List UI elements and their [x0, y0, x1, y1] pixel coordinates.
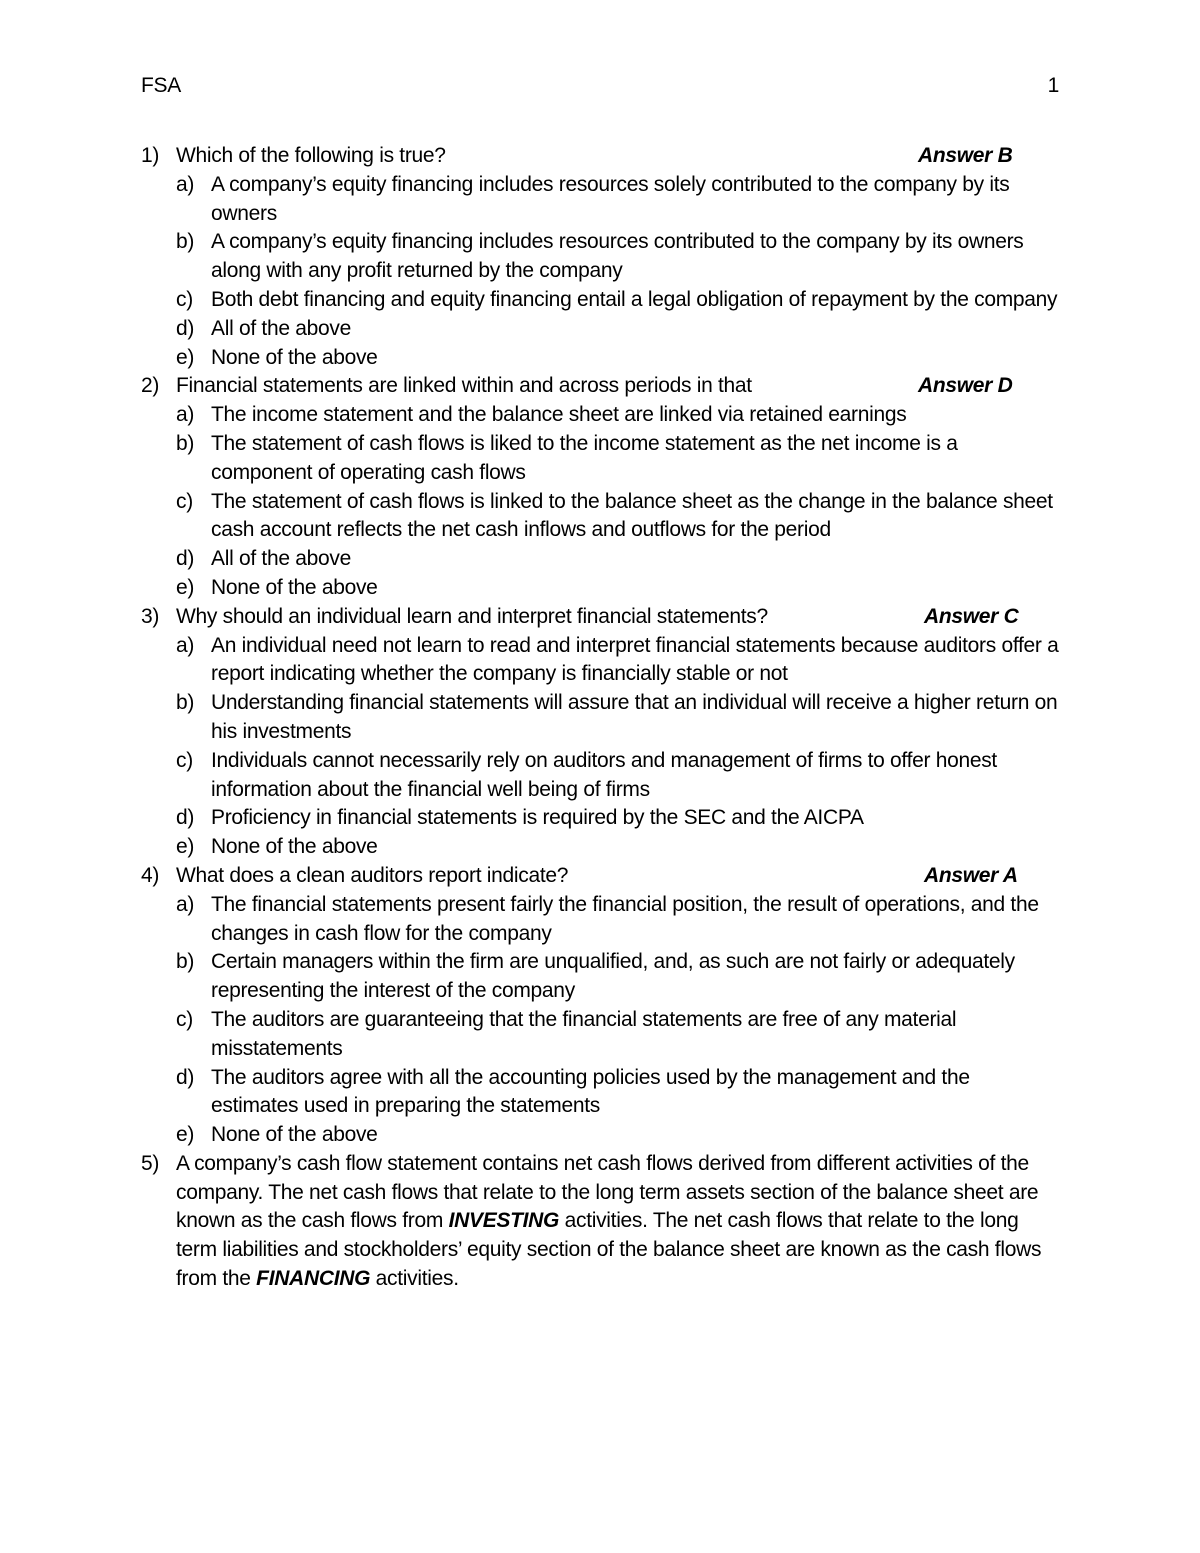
question-text: Financial statements are linked within and across periods in that	[176, 374, 752, 398]
option	[141, 948, 1061, 1006]
option-letter: c)	[176, 489, 193, 513]
question-number: 4)	[141, 863, 160, 887]
option-letter: d)	[176, 547, 195, 571]
option-letter: d)	[176, 1065, 195, 1089]
option	[141, 632, 1061, 690]
option	[141, 430, 1061, 488]
option	[141, 833, 1061, 862]
option	[141, 228, 1061, 286]
option-letter: b)	[176, 431, 195, 455]
option	[141, 891, 1061, 949]
option	[141, 804, 1061, 833]
option-text: Both debt financing and equity financing entail a legal obligation of repayment by the company	[211, 287, 1058, 311]
option-text: The statement of cash flows is linked to the balance sheet as the change in the balance sheet cash account reflects the net cash inflows and outflows for the period	[211, 489, 1053, 542]
option-text: The statement of cash flows is liked to the income statement as the net income is a component of operating cash flows	[211, 431, 958, 484]
emphasized-term-financing: FINANCING	[256, 1267, 371, 1291]
paragraph-text-2: activities. The net cash flows that relate to the long term liabilities and stockholders’ equity section of the balance sheet are known as the cash flows from the	[176, 1209, 1042, 1291]
option	[141, 401, 1061, 430]
option-letter: a)	[176, 633, 195, 657]
answer-key: Answer B	[918, 144, 1013, 167]
option	[141, 344, 1061, 373]
question-text: Which of the following is true?	[176, 144, 446, 167]
option	[141, 747, 1061, 805]
question-text: Why should an individual learn and interpret financial statements?	[176, 604, 768, 628]
option-letter: c)	[176, 1007, 193, 1031]
option-letter: e)	[176, 1123, 195, 1147]
option-text: Understanding financial statements will assure that an individual will receive a higher return on his investments	[211, 691, 1058, 743]
option-text: The auditors are guaranteeing that the financial statements are free of any material misstatements	[211, 1007, 957, 1060]
option-text: None of the above	[211, 1123, 378, 1147]
option-letter: b)	[176, 230, 195, 254]
paragraph-text-3: activities.	[370, 1267, 459, 1291]
option-text: All of the above	[211, 547, 351, 571]
header-title: FSA	[141, 74, 181, 97]
paragraph-text-1: A company’s cash flow statement contains net cash flows derived from different activities of the company. The net cash flows that relate to the long term assets section of the balance sheet are known as the cash flows from	[176, 1151, 1039, 1233]
option-text: The auditors agree with all the accounting policies used by the management and the estimates used in preparing the statements	[211, 1065, 970, 1118]
option-text: None of the above	[211, 575, 378, 599]
option-text: Proficiency in financial statements is required by the SEC and the AICPA	[211, 806, 864, 830]
option	[141, 1121, 1061, 1150]
question-number: 3)	[141, 604, 160, 628]
option	[141, 315, 1061, 344]
option	[141, 574, 1061, 603]
option-letter: e)	[176, 575, 195, 599]
option-text: Certain managers within the firm are unqualified, and, as such are not fairly or adequately representing the interest of the company	[211, 950, 1015, 1003]
document-body	[141, 142, 1061, 1294]
page-number: 1	[1047, 74, 1059, 97]
question	[141, 142, 1061, 171]
option-letter: c)	[176, 287, 193, 311]
question	[141, 862, 1061, 891]
emphasized-term-investing: INVESTING	[448, 1209, 560, 1233]
answer-key: Answer D	[918, 374, 1013, 398]
page-header	[141, 72, 1059, 100]
option-text: None of the above	[211, 345, 378, 369]
option-letter: e)	[176, 835, 195, 859]
option	[141, 286, 1061, 315]
option-letter: d)	[176, 316, 195, 340]
question-paragraph	[141, 1150, 1061, 1294]
option-text: The financial statements present fairly the financial position, the result of operations, and the changes in cash flow for the company	[211, 892, 1039, 945]
option-letter: a)	[176, 172, 195, 196]
option-letter: e)	[176, 345, 195, 369]
question	[141, 603, 1061, 632]
question-text: What does a clean auditors report indicate?	[176, 863, 569, 887]
option	[141, 171, 1061, 229]
option	[141, 488, 1061, 546]
option	[141, 545, 1061, 574]
option-letter: c)	[176, 748, 193, 772]
option	[141, 1006, 1061, 1064]
answer-key: Answer C	[924, 604, 1019, 628]
question-number: 2)	[141, 374, 160, 398]
option-text: A company’s equity financing includes resources contributed to the company by its owners along with any profit returned by the company	[211, 230, 1024, 283]
option-letter: d)	[176, 806, 195, 830]
option	[141, 689, 1061, 747]
question-number: 1)	[141, 144, 160, 167]
option-text: All of the above	[211, 316, 351, 340]
option-letter: b)	[176, 691, 195, 715]
option-letter: a)	[176, 403, 195, 427]
option-letter: b)	[176, 950, 195, 974]
answer-key: Answer A	[924, 863, 1018, 887]
option-letter: a)	[176, 892, 195, 916]
question	[141, 372, 1061, 401]
option-text: Individuals cannot necessarily rely on auditors and management of firms to offer honest information about the financial well being of firms	[211, 748, 997, 801]
option	[141, 1064, 1061, 1122]
question-number: 5)	[141, 1151, 160, 1175]
option-text: The income statement and the balance sheet are linked via retained earnings	[211, 403, 907, 427]
option-text: An individual need not learn to read and interpret financial statements because auditors offer a report indicating whether the company is financially stable or not	[211, 633, 1059, 686]
option-text: A company’s equity financing includes resources solely contributed to the company by its owners	[211, 172, 1010, 225]
option-text: None of the above	[211, 835, 378, 859]
